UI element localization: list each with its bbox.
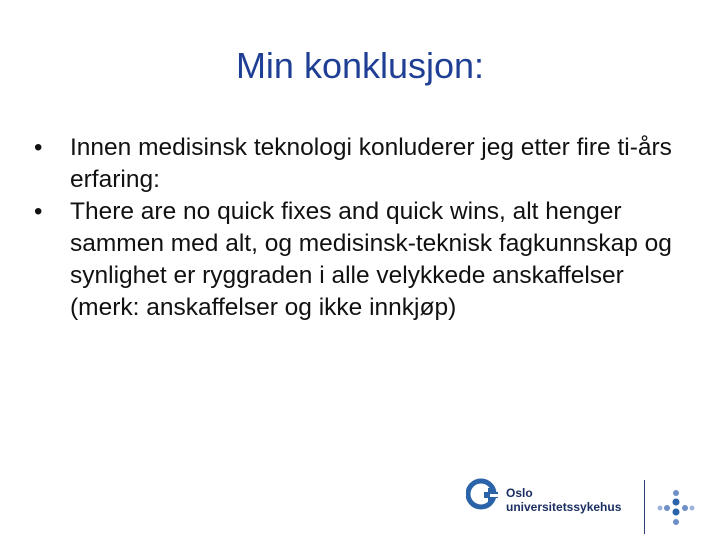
bullet-dot-icon: • [34,134,43,161]
dots-cross-icon [656,488,696,528]
logo-divider [644,480,645,534]
logo-line-2: universitetssykehus [506,500,622,514]
bullet-text: There are no quick fixes and quick wins, alt henger sammen med alt, og medisinsk-teknisk fagkunnskap og synlighet er ryggraden i alle velykkede anskaffelser (merk: anskaffelser og ikke innkjøp) [70,198,672,321]
bullet-dot-icon: • [34,198,43,225]
logo-line-1: Oslo [506,486,533,500]
logo-text [506,486,621,514]
bullet-list [30,132,690,324]
hospital-logo [466,478,706,538]
hospital-cross-icon [466,478,500,512]
bullet-text: Innen medisinsk teknologi konluderer jeg etter fire ti-års erfaring: [70,134,672,193]
bullet-item [30,132,690,196]
slide-title: Min konklusjon: [235,45,485,86]
bullet-item [30,196,690,324]
